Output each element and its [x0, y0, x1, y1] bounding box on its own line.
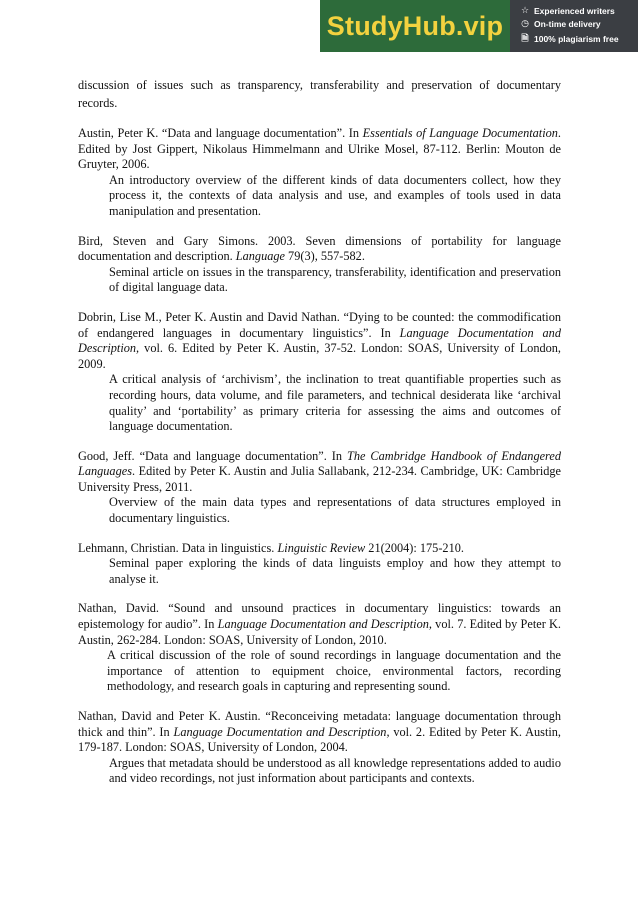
- bibliography-entry: [78, 449, 561, 527]
- reference-text: 79(3), 557-582.: [284, 249, 365, 264]
- reference: [78, 310, 561, 372]
- annotation: An introductory overview of the different kinds of data documenters collect, how they process it, the contexts of data analysis and use, and examples of tools used in data manipulation and presentation.: [109, 172, 561, 218]
- feature-experienced-writers: [520, 5, 638, 16]
- star-icon: ☆: [520, 5, 530, 15]
- reference-title: The Cambridge Handbook of Endangered Languages: [78, 448, 561, 479]
- clock-icon: ◷: [521, 18, 529, 28]
- annotation: Overview of the main data types and representations of data structures employed in documentary linguistics.: [109, 495, 561, 526]
- feature-label: On-time delivery: [534, 18, 601, 29]
- bibliography-entry: [78, 541, 561, 588]
- studyhub-banner[interactable]: [320, 0, 638, 52]
- logo-box[interactable]: [320, 0, 510, 52]
- reference-title: Language Documentation and Description,: [173, 724, 390, 739]
- document-check-icon: 🗎: [521, 33, 529, 43]
- reference: [78, 449, 561, 496]
- bibliography-entry: [78, 709, 561, 787]
- reference-text: . Edited by Peter K. Austin and Julia Sallabank, 212-234. Cambridge, UK: Cambridge University Press, 2011.: [78, 464, 561, 494]
- reference: [78, 709, 561, 756]
- reference-text: Austin, Peter K. “Data and language documentation”. In: [78, 126, 363, 140]
- reference-text: 21(2004): 175-210.: [365, 540, 464, 555]
- document-body: [78, 76, 561, 801]
- bibliography-entry: [78, 126, 561, 220]
- bibliography-entry: [78, 310, 561, 435]
- feature-label: 100% plagiarism free: [534, 34, 619, 44]
- bibliography-entry: [78, 234, 561, 296]
- reference-title: Essentials of Language Documentation: [362, 126, 558, 140]
- reference-text: vol. 7. Edited by Peter K. Austin, 262-284. London: SOAS, University of London, 2010.: [78, 617, 561, 647]
- reference-text: Bird, Steven and Gary Simons. 2003. Seven dimensions of portability for language documentation and description.: [78, 233, 561, 264]
- reference-text: vol. 6. Edited by Peter K. Austin, 37-52. London: SOAS, University of London, 2009.: [78, 341, 561, 371]
- reference-text: Good, Jeff. “Data and language documentation”. In: [78, 448, 347, 463]
- annotation: Argues that metadata should be understood as all knowledge representations added to audio and video recordings, not just information about participants and contexts.: [109, 755, 561, 786]
- annotation: A critical discussion of the role of sound recordings in language documentation and the importance of attention to equipment choice, environmental factors, recording methodology, and research goals in capturing and representing sound.: [107, 648, 561, 694]
- reference: [78, 234, 561, 265]
- banner-features: [510, 0, 638, 52]
- reference: [78, 601, 561, 648]
- feature-plagiarism-free: [520, 31, 638, 47]
- intro-paragraph: discussion of issues such as transparency, transferability and preservation of documentary records.: [78, 78, 561, 110]
- annotation: Seminal article on issues in the transparency, transferability, identification and preservation of digital language data.: [109, 264, 561, 295]
- reference-text: Nathan, David. “Sound and unsound practices in documentary linguistics: towards an epistemology for audio”. In: [78, 601, 561, 632]
- annotation: A critical analysis of ‘archivism’, the inclination to treat quantifiable properties such as recording hours, data volume, and file parameters, and technical desiderata like ‘archival quality’ and ‘portability’ as primary criteria for assessing the aims and outcomes of language documentation.: [109, 372, 561, 434]
- reference: [78, 126, 561, 173]
- reference-title: Language: [235, 249, 285, 264]
- feature-label: Experienced writers: [534, 5, 615, 16]
- reference-text: Dobrin, Lise M., Peter K. Austin and David Nathan. “Dying to be counted: the commodification of endangered languages in documentary linguistics”. In: [78, 309, 561, 340]
- reference-text: vol. 2. Edited by Peter K. Austin, 179-187. London: SOAS, University of London, 2004.: [78, 724, 562, 755]
- reference-title: Linguistic Review: [277, 540, 366, 555]
- reference: [78, 541, 561, 557]
- reference-text: Lehmann, Christian. Data in linguistics.: [78, 540, 278, 555]
- reference-text: Nathan, David and Peter K. Austin. “Reconceiving metadata: language documentation through thick and thin”. In: [78, 709, 561, 739]
- studyhub-logo[interactable]: StudyHub.vip: [326, 10, 504, 41]
- reference-title: Language Documentation and Description,: [217, 617, 432, 632]
- feature-on-time-delivery: [520, 18, 638, 29]
- reference-title: Language Documentation and Description,: [78, 325, 561, 356]
- reference-text: . Edited by Jost Gippert, Nikolaus Himmelmann and Ulrike Mosel, 87-112. Berlin: Mouton de Gruyter, 2006.: [78, 126, 561, 172]
- bibliography-entry: [78, 601, 561, 695]
- annotation: Seminal paper exploring the kinds of data linguists employ and how they attempt to analyse it.: [109, 556, 561, 586]
